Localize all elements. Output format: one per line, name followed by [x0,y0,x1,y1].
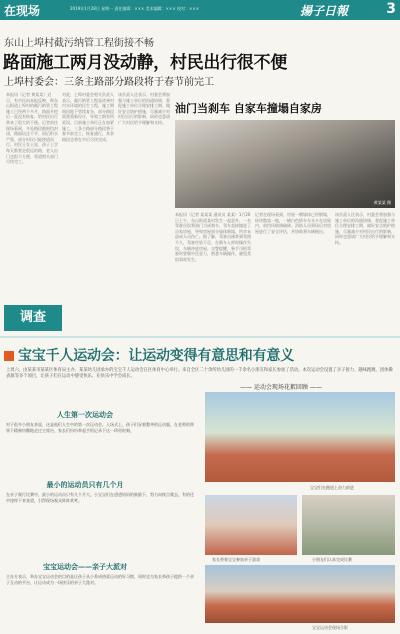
story-headline: 路面施工两月没动静，村民出行很不便 [3,53,287,73]
story-body-col-3: 该负责人还表示，村委会将加强与施工单位的沟通协调，督促施工单位合理安排工期，做好安全防护措施，尽量减少对村民出行的影响，同时也恳请广大村民给予理解和支持。 [118,92,170,125]
feature-section-2-body: 在亲子爬行比赛中，最小的运动员只有几个月大。小宝宝们在爸爸妈妈的鼓励下，努力向终点爬去，有的还中途停下来张望，引得现场观众阵阵欢笑。 [6,492,194,503]
feature-section-1-body: 对于很多小朋友来说，这是他们人生中的第一次运动会。入场式上，孩子们穿着整齐的运动服，在老师的带领下精神抖擞地走过主席台，家长们纷纷举起手机记录下这一珍贵时刻。 [6,422,194,433]
side-story-headline: 油门当刹车 自家车撞塌自家房 [175,102,322,115]
photo-caption: 黄某某 摄 [373,200,391,205]
side-story-body-2: 记者在现场看到，房屋一侧墙体已经倒塌，砖块散落一地，一辆白色轿车车头卡在房屋内，前挡风玻璃破碎。消防人员到场后对房屋进行了安全评估，并协助将车辆拖出。 [255,212,331,234]
accent-square [4,351,14,361]
section-name: 在现场 [4,4,41,18]
story-subhead: 上埠村委会：三条主路部分路段将于春节前完工 [4,77,214,88]
masthead-meta: 2019年1月28日 星期一 责任编辑：××× 美术编辑：××× 校对：××× [70,6,200,11]
gallery-photo-3 [302,495,395,555]
page-number: 3 [386,1,396,17]
photo-gallery-title: —— 运动会现场花絮回顾 —— [240,384,322,391]
gallery-caption-4: 宝宝运动会现场合影 [312,625,348,630]
gallery-caption-3: 小朋友们认真完成比赛 [312,557,352,562]
gallery-caption-1: 宝宝们在跑道上奋力前进 [310,485,354,490]
gallery-caption-2: 家长带着宝宝参加亲子游戏 [212,557,260,562]
gallery-photo-2 [205,495,297,555]
feature-section-3-body: 主办方表示，举办宝宝运动会的目的是让孩子从小养成热爱运动的好习惯，同时也为家长和孩子提供一个亲子互动的平台，让运动成为一场快乐的亲子大派对。 [6,574,194,585]
story-photo [175,120,395,208]
gallery-photo-4 [205,565,395,623]
feature-headline: 宝宝千人运动会：让运动变得有意思和有意义 [4,345,294,365]
story-body-col-2: 对此，上埠村委会相关负责人表示，截污纳管工程是改善村内水环境的民生工程，施工期间因地下管线复杂，部分路段需要重新设计，导致工期有所延误。目前施工单位正在加紧施工，三条主路部分路段将于春节前完工，恢复通行，其余路段也将在节后尽快完成。 [62,92,114,142]
feature-section-2-title: 最小的运动员只有几个月 [46,481,124,489]
masthead-bar [0,0,400,20]
side-story-body: 本报讯（记者 某某某 通讯员 某某）1月26日上午，东山街道某村发生一起意外，一名驾驶员误将油门当成刹车，驾车直接撞进了自家房屋，导致房屋部分墙体倒塌，所幸未造成人员伤亡。据了解，驾驶员刚拿到驾照不久，驾驶经验不足，在倒车入库时操作失误，车辆冲进房屋。交警提醒，新手司机驾驶时要集中注意力，熟悉车辆操作，避免类似事故发生。 [175,212,251,262]
investigation-badge: 调查 [4,305,62,331]
side-story-body-3: 该负责人还表示，村委会将加强与施工单位的沟通协调，督促施工单位合理安排工期，做好安全防护措施，尽量减少对村民出行的影响，同时也恳请广大村民给予理解和支持。 [335,212,395,245]
story-kicker: 东山上埠村截污纳管工程街接不畅 [4,38,154,49]
story-body-col-1: 本报讯（记者 黄某某）近日，有市民向本报反映，称东山街道上埠村的截污纳管工程施工已经两个多月，路面开挖后一直没有恢复，给村民出行带来了很大的不便。记者前往现场看到，多处路段被围挡封闭，路面坑洼不平，雨后积水严重，部分村民只能绕道而行。村民王女士说，孩子上学每天都要走很远的路，老人出门也很不方便，希望相关部门尽快完工。 [6,92,58,165]
feature-section-1-title: 人生第一次运动会 [57,411,113,419]
feature-section-3-title: 宝宝运动会——亲子大派对 [43,563,127,571]
paper-title: 揚子日報 [300,4,349,18]
feature-intro: 上周六，由某某市某某区体育局主办、某某幼儿园承办的宝宝千人运动会在区体育中心举行。来自全区二十余所幼儿园的一千余名小朋友和家长参加了活动。本次运动会设置了亲子接力、趣味跑跳、团体操表演等多个项目，让孩子们在运动中感受快乐、在快乐中学会成长。 [6,368,393,379]
gallery-photo-1 [205,392,395,482]
section-divider [0,336,400,338]
